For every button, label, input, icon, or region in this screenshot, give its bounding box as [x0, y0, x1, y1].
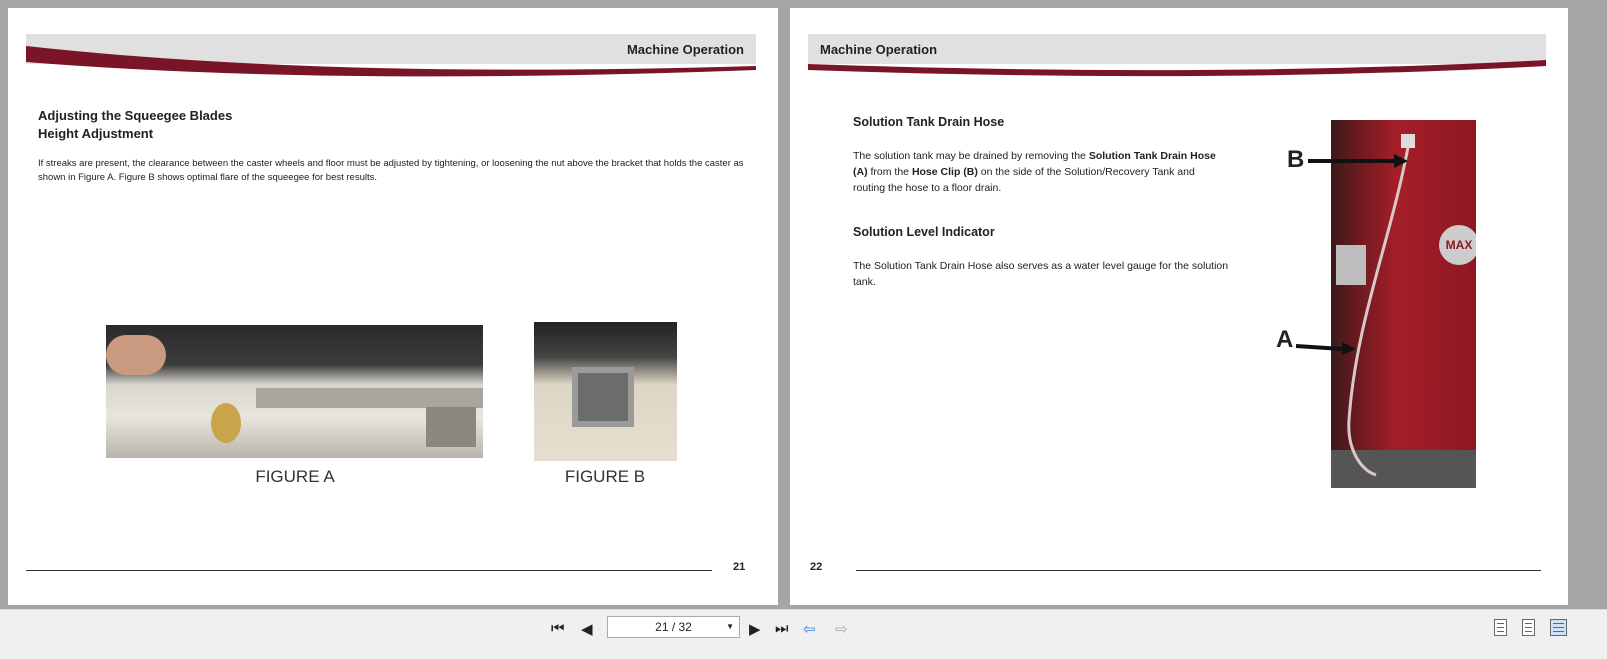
figure-b-photo	[534, 322, 677, 461]
page-number: 21	[733, 561, 746, 573]
last-page-icon[interactable]: ⏭	[775, 620, 789, 637]
header-title: Machine Operation	[820, 42, 938, 57]
single-page-view-icon[interactable]	[1494, 619, 1507, 636]
section-title-drain-hose: Solution Tank Drain Hose	[853, 115, 1005, 129]
drain-hose-text: The solution tank may be drained by removing the Solution Tank Drain Hose (A) from the Hose Clip (B) on the side of the Solution/Recovery Tank and routing the hose to a floor drain.	[853, 150, 1216, 194]
continuous-view-icon[interactable]	[1522, 619, 1535, 636]
pdf-page-21	[8, 8, 778, 605]
section-title: Adjusting the Squeegee Blades	[38, 108, 233, 123]
machine-photo	[1331, 120, 1476, 488]
arrow-a-icon	[1296, 341, 1356, 355]
section-title-level-indicator: Solution Level Indicator	[853, 225, 995, 239]
header-title: Machine Operation	[626, 42, 744, 57]
figure-a-caption: FIGURE A	[255, 467, 335, 486]
page-header-banner	[26, 34, 756, 80]
label-a: A	[1276, 326, 1294, 353]
pdf-toolbar	[0, 609, 1607, 659]
page-header-banner	[808, 34, 1546, 80]
page-number: 22	[810, 561, 823, 573]
navigate-forward-icon[interactable]: ⇨	[835, 621, 848, 638]
footer-rule	[26, 570, 712, 571]
page-number-field[interactable]: 21 / 32 ▼	[607, 616, 740, 638]
label-b: B	[1287, 146, 1305, 173]
previous-page-icon[interactable]: ◀	[581, 621, 593, 638]
body-text: If streaks are present, the clearance between the caster wheels and floor must be adjusted by tightening, or loosening the nut above the bracket that holds the caster as shown in Figure A. Figure B shows optimal flare of the squeegee for best results.	[38, 158, 744, 183]
figure-a-photo	[106, 325, 483, 458]
navigate-back-icon[interactable]: ⇦	[803, 621, 816, 638]
arrow-b-icon	[1308, 154, 1408, 168]
max-logo: MAX	[1439, 225, 1476, 265]
pdf-page-22	[790, 8, 1568, 605]
level-indicator-text: The Solution Tank Drain Hose also serves as a water level gauge for the solution tank.	[853, 260, 1229, 288]
next-page-icon[interactable]: ▶	[749, 621, 761, 638]
first-page-icon[interactable]: ⏮	[551, 620, 565, 637]
section-subtitle: Height Adjustment	[38, 126, 154, 141]
figure-b-caption: FIGURE B	[564, 467, 646, 486]
footer-rule	[856, 570, 1541, 571]
two-page-view-icon[interactable]	[1550, 619, 1567, 636]
chevron-down-icon[interactable]: ▼	[726, 622, 734, 631]
